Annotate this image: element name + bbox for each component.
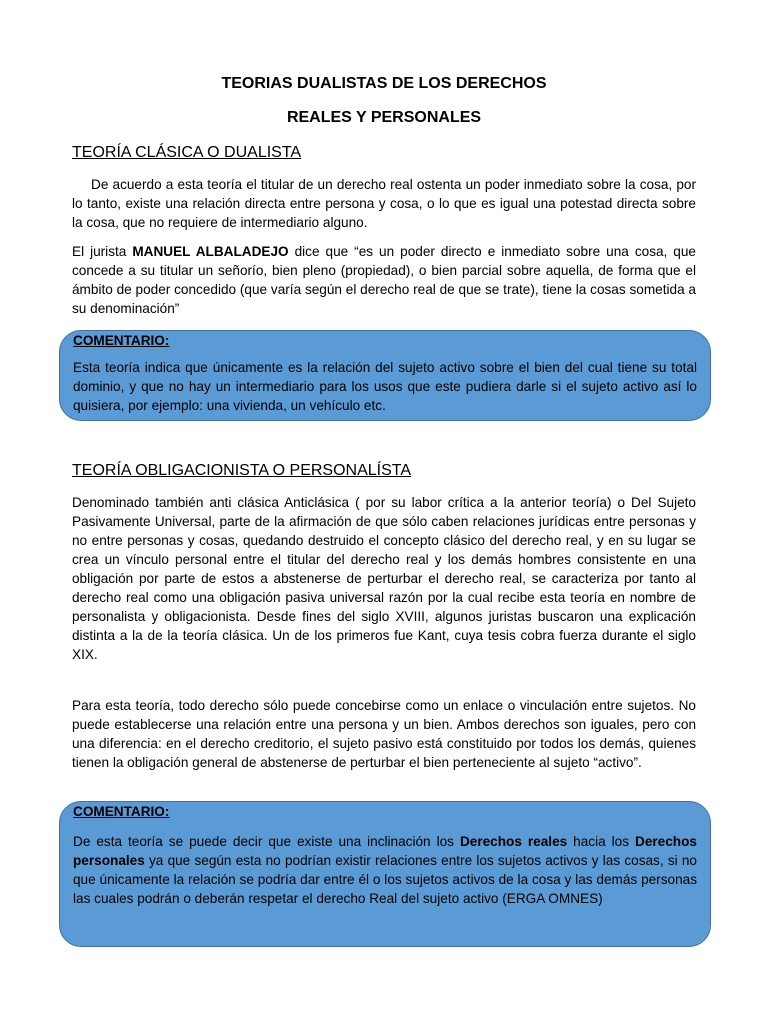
comment-bold-derechos-personales: Derechos personales bbox=[73, 834, 697, 868]
comment-text bbox=[73, 832, 697, 908]
section2-paragraph-2: Para esta teoría, todo derecho sólo puede concebirse como un enlace o vinculación entre sujetos. No puede establecerse una relación entre una persona y un bien. Ambos derechos son iguales, pero con una diferencia: en el derecho creditorio, el sujeto pasivo está constituido por todos los demás, quienes tienen la obligación general de abstenerse de perturbar el bien perteneciente al sujeto “activo”. bbox=[72, 698, 696, 770]
comment-label: COMENTARIO: bbox=[73, 804, 170, 819]
section2-paragraph-1: Denominado también anti clásica Anticlásica ( por su labor crítica a la anterior teoría) o Del Sujeto Pasivamente Universal, parte de la afirmación de que sólo caben relaciones jurídicas entre personas y no entre personas y cosas, quedando destruido el concepto clásico del derecho real, y en su lugar se crea un vínculo personal entre el titular del derecho real y los demás hombres consistente en una obligación por parte de estos a abstenerse de perturbar el derecho real, se caracteriza por tanto al derecho real como una obligación pasiva universal razón por la cual recibe esta teoría en nombre de personalista y obligacionista. Desde fines del siglo XVIII, algunos juristas buscaron una explicación distinta a la de la teoría clásica. Un de los primeros fue Kant, cuya tesis cobra fuerza durante el siglo XIX. bbox=[72, 495, 696, 662]
para2-suffix: dice que “es un poder directo e inmediato sobre una cosa, que concede a su titular un señorío, bien pleno (propiedad), o bien parcial sobre aquella, de forma que el ámbito de poder concedido (que varía según el derecho real de que se trate), tiene la cosas sometida a su denominación” bbox=[72, 244, 696, 316]
comment-box-1 bbox=[59, 330, 711, 421]
section-heading-clasica: TEORÍA CLÁSICA O DUALISTA bbox=[72, 144, 302, 161]
document-title-line-2: REALES Y PERSONALES bbox=[286, 109, 482, 126]
section1-paragraph-1: De acuerdo a esta teoría el titular de un derecho real ostenta un poder inmediato sobre la cosa, por lo tanto, existe una relación directa entre persona y cosa, o lo que es igual una potestad directa sobre la cosa, que no requiere de intermediario alguno. bbox=[72, 177, 696, 230]
jurist-name: MANUEL ALBALADEJO bbox=[132, 244, 289, 259]
comment-text-part-1: De esta teoría se puede decir que existe una inclinación los bbox=[73, 834, 460, 849]
comment-box-2 bbox=[59, 801, 711, 947]
comment-label: COMENTARIO: bbox=[73, 333, 170, 348]
comment-text: Esta teoría indica que únicamente es la relación del sujeto activo sobre el bien del cual tiene su total dominio, y que no hay un intermediario para los usos que este pudiera darle si el sujeto activo así lo quisiera, por ejemplo: una vivienda, un vehículo etc. bbox=[73, 360, 697, 413]
document-title-line-1: TEORIAS DUALISTAS DE LOS DERECHOS bbox=[221, 75, 547, 92]
section1-paragraph-2 bbox=[72, 242, 696, 318]
para2-prefix: El jurista bbox=[72, 244, 133, 259]
comment-text-part-3: ya que según esta no podrían existir relaciones entre los sujetos activos y las cosas, si no que únicamente la relación se podría dar entre él o los sujetos activos de la cosa y las demás personas las cuales podrán o deberán respetar el derecho Real del sujeto activo (ERGA OMNES) bbox=[73, 853, 697, 906]
section-heading-obligacionista: TEORÍA OBLIGACIONISTA O PERSONALÍSTA bbox=[72, 462, 412, 479]
comment-text-part-2: hacia los bbox=[567, 834, 636, 849]
comment-bold-derechos-reales: Derechos reales bbox=[459, 834, 568, 849]
